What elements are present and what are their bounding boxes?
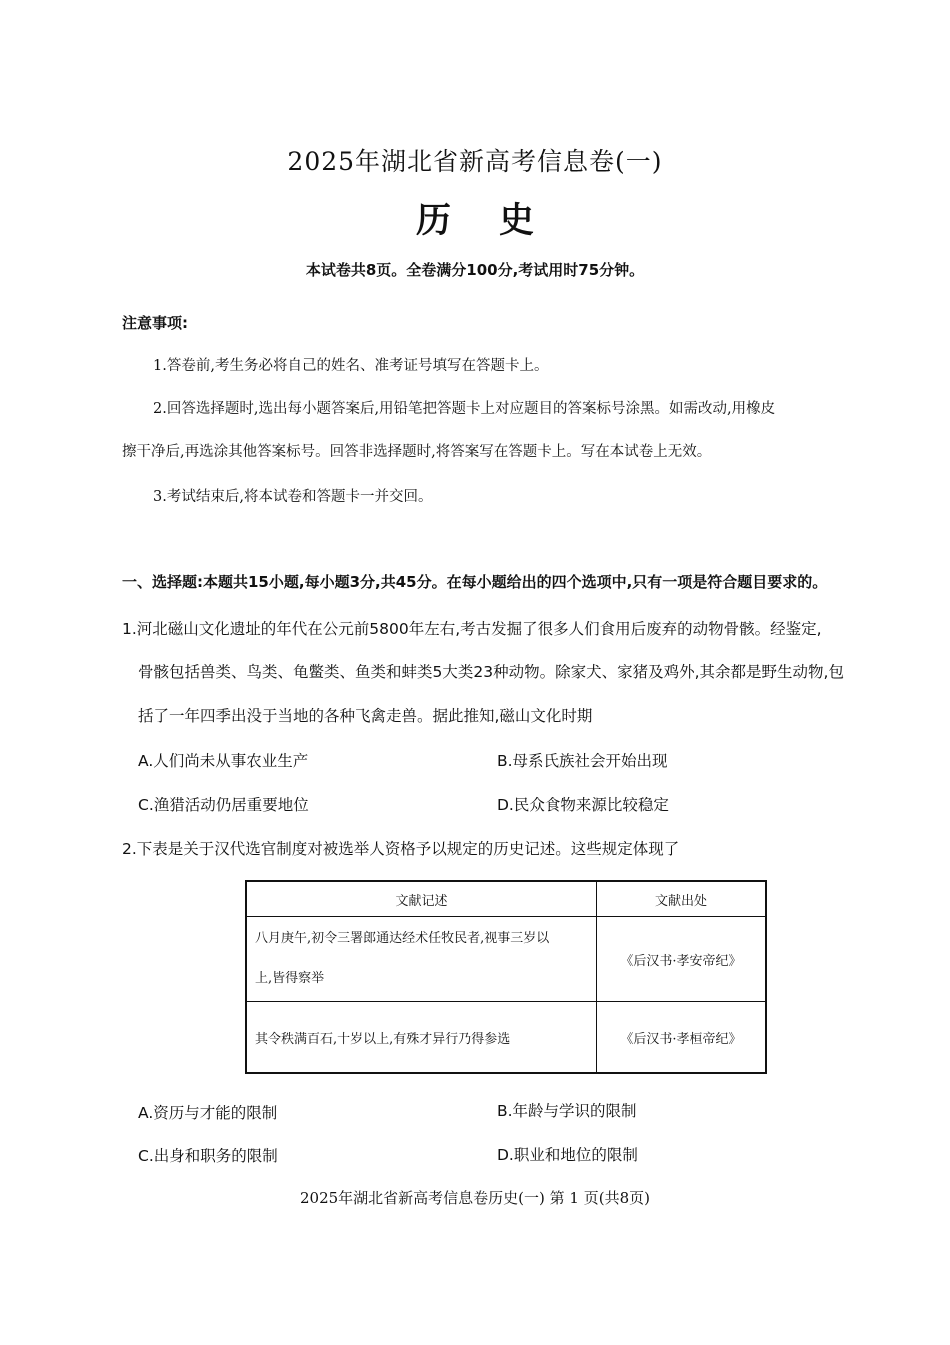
subject-title [0, 193, 950, 243]
subject-title-part2: 史 [499, 201, 535, 241]
question-1-line-3: 括了一年四季出没于当地的各种飞禽走兽。据此推知,磁山文化时期 [138, 707, 593, 725]
question-1-option-d: D.民众食物来源比较稳定 [497, 796, 669, 814]
notes-heading: 注意事项: [122, 314, 188, 332]
question-1-line-2: 骨骸包括兽类、鸟类、龟鳖类、鱼类和蚌类5大类23种动物。除家犬、家猪及鸡外,其余都是野生动物,包 [138, 663, 844, 681]
note-item-2-line-2: 擦干净后,再选涂其他答案标号。回答非选择题时,将答案写在答题卡上。写在本试卷上无效。 [122, 444, 712, 460]
table-header-text: 文献记述 [246, 881, 597, 917]
question-1-option-c: C.渔猎活动仍居重要地位 [138, 796, 309, 814]
question-1-option-b: B.母系氏族社会开始出现 [497, 752, 668, 770]
table-row [246, 1002, 766, 1074]
table-cell-text [246, 917, 597, 1002]
question-2-option-c: C.出身和职务的限制 [138, 1147, 278, 1165]
table-cell-source: 《后汉书·孝安帝纪》 [597, 917, 767, 1002]
question-2-option-a: A.资历与才能的限制 [138, 1104, 278, 1122]
question-2-option-d: D.职业和地位的限制 [497, 1146, 638, 1164]
table-header-row [246, 881, 766, 917]
table-row [246, 917, 766, 1002]
table-header-source: 文献出处 [597, 881, 767, 917]
table-cell-text-line-1: 八月庚午,初令三署郎通达经术任牧民者,视事三岁以 [255, 931, 550, 946]
note-item-3: 3.考试结束后,将本试卷和答题卡一并交回。 [153, 489, 433, 505]
question-2-option-b: B.年龄与学识的限制 [497, 1102, 637, 1120]
table-cell-source: 《后汉书·孝桓帝纪》 [597, 1002, 767, 1074]
exam-info: 本试卷共8页。全卷满分100分,考试用时75分钟。 [305, 261, 645, 279]
source-table [245, 880, 767, 1074]
question-2-stem: 2.下表是关于汉代选官制度对被选举人资格予以规定的历史记述。这些规定体现了 [122, 840, 680, 858]
note-item-1: 1.答卷前,考生务必将自己的姓名、准考证号填写在答题卡上。 [153, 358, 549, 374]
table-cell-text-line-2: 上,皆得察举 [255, 971, 325, 986]
note-item-2-line-1: 2.回答选择题时,选出每小题答案后,用铅笔把答题卡上对应题目的答案标号涂黑。如需改动,用橡皮 [153, 401, 776, 417]
question-1-option-a: A.人们尚未从事农业生产 [138, 752, 309, 770]
exam-title: 2025年湖北省新高考信息卷(一) [287, 147, 663, 176]
page-footer: 2025年湖北省新高考信息卷历史(一) 第 1 页(共8页) [300, 1189, 650, 1207]
question-1-line-1: 1.河北磁山文化遗址的年代在公元前5800年左右,考古发掘了很多人们食用后废弃的动物骨骸。经鉴定, [122, 620, 822, 638]
subject-title-part1: 历 [415, 201, 451, 241]
section-heading: 一、选择题:本题共15小题,每小题3分,共45分。在每小题给出的四个选项中,只有一项是符合题目要求的。 [122, 573, 828, 591]
table-cell-text: 其令秩满百石,十岁以上,有殊才异行乃得参选 [246, 1002, 597, 1074]
